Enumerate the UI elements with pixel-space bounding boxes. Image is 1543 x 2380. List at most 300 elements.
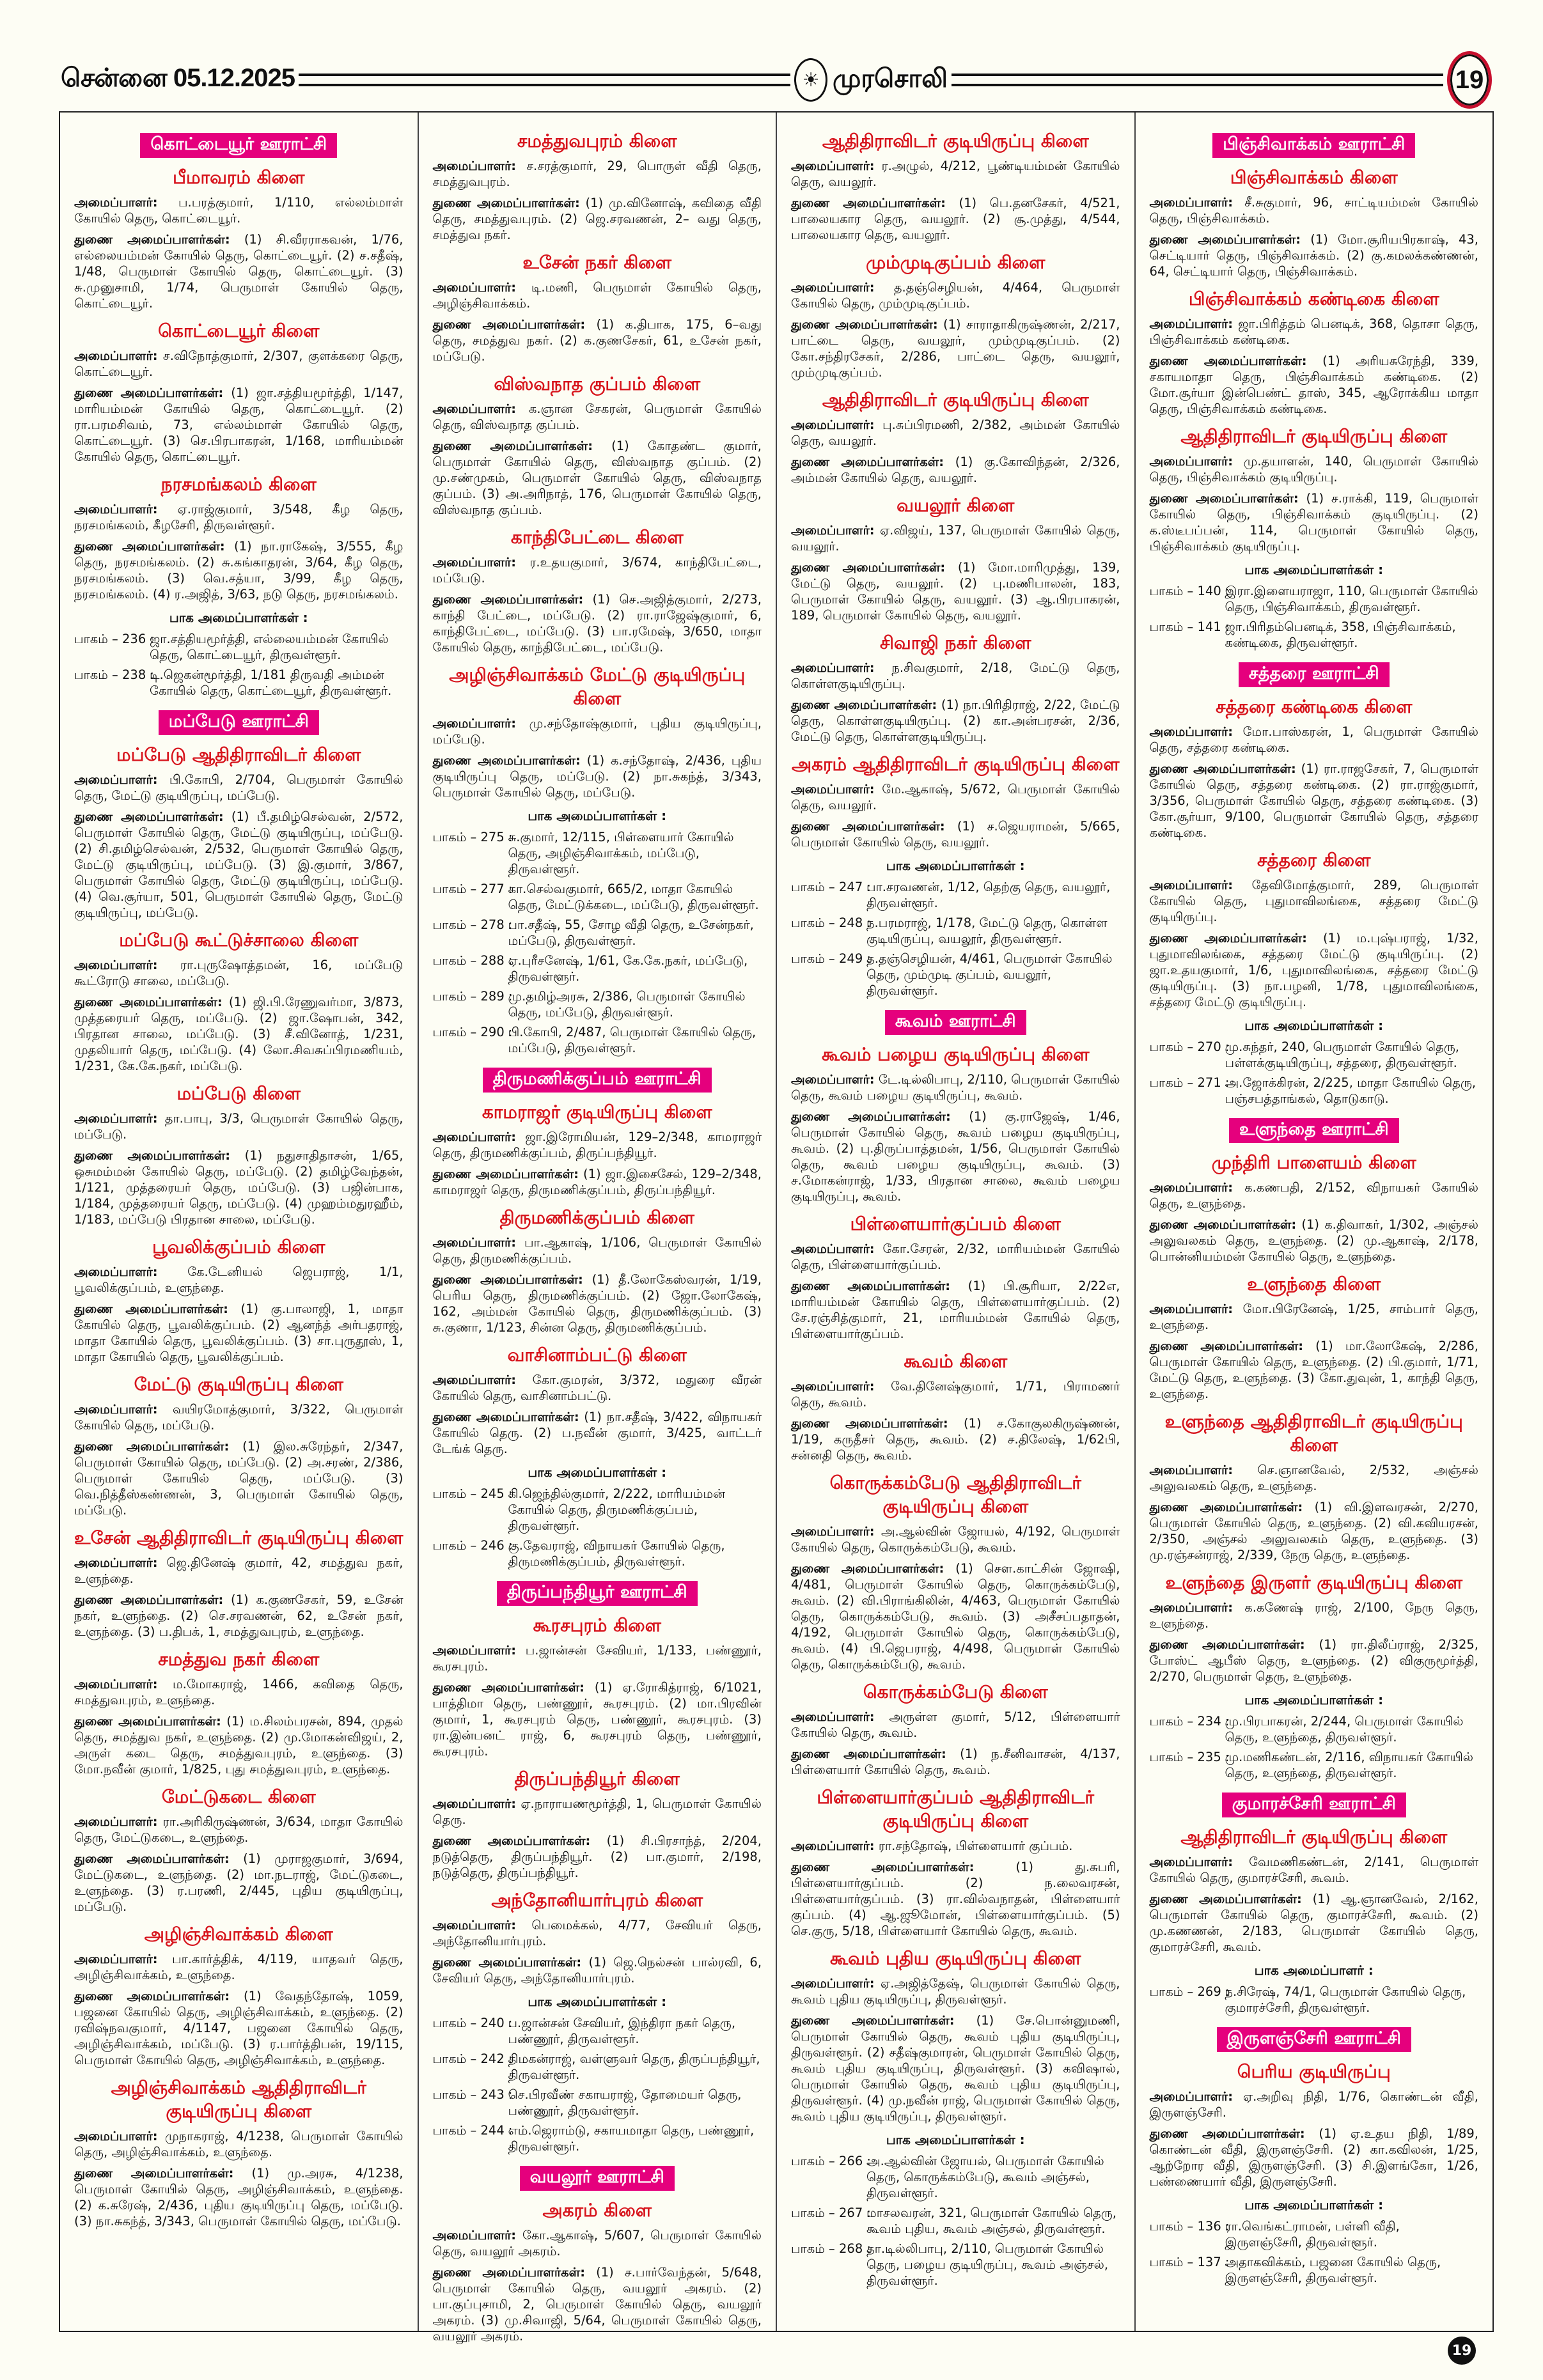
organiser-entry [74, 348, 403, 380]
entry-text: (1) மா.லோகேஷ், 2/286, பெருமாள் கோயில் தெரு, உளுந்தை. (2) பி.குமார், 1/71, மேட்டு தெரு, உளுந்தை. (3) கோ.துவுன், 1, காந்தி தெரு, உளுந்தை. [1149, 1339, 1479, 1401]
booth-organiser-row [74, 631, 403, 663]
deputy-organisers-entry [791, 1108, 1120, 1204]
entry-label: துணை அமைப்பாளர்கள்: [432, 592, 584, 607]
footer-page-number: 19 [1448, 2337, 1476, 2365]
booth-organiser-text: செ.பிரவீண் சகாயராஜ், தோமையர் தெரு, பண்ணூர், திருவள்ளூர். [508, 2087, 742, 2118]
booth-organiser-row [433, 829, 762, 877]
entry-text: முநாகராஜ், 4/1238, பெருமாள் கோயில் தெரு, அழிஞ்சிவாக்கம், உளுந்தை. [74, 2129, 403, 2159]
organiser-entry [1150, 877, 1479, 925]
branch-heading: சிவாஜி நகர் கிளை [879, 632, 1031, 653]
entry-label: அமைப்பாளர்: [1149, 1302, 1234, 1316]
entry-text: ஏ.அஜித்தேஷ், பெருமாள் கோயில் தெரு, கூவம் புதிய குடியிருப்பு, திருவள்ளூர். [791, 1976, 1120, 2007]
entry-label: துணை அமைப்பாளர்கள்: [791, 455, 944, 469]
panchayat-banner: சத்தரை ஊராட்சி [1239, 662, 1390, 687]
organiser-entry [1150, 316, 1479, 348]
deputy-organisers-entry [74, 385, 403, 465]
branch-heading: மேட்டுகடை கிளை [161, 1786, 316, 1807]
entry-label: துணை அமைப்பாளர்கள்: [791, 1561, 944, 1576]
entry-label: துணை அமைப்பாளர்கள்: [791, 2013, 955, 2028]
entry-text: (1) நா.பிரிதிராஜ், 2/22, மேட்டு தெரு, கொள்ளகுடியிருப்பு. (2) கா.அன்பரசன், 2/36, மேட்டு தெரு, கொள்ளகுடியிருப்பு. [791, 697, 1120, 744]
entry-label: அமைப்பாளர்: [432, 1130, 517, 1144]
booth-organiser-text: கி.ஜெந்தில்குமார், 2/222, மாரியம்மன் கோயில் தெரு, திருமணிக்குப்பம், திருவள்ளூர். [508, 1486, 725, 1533]
organiser-entry [1150, 194, 1479, 226]
organiser-entry [791, 522, 1120, 554]
deputy-organisers-entry [791, 2012, 1120, 2124]
deputy-organisers-entry [74, 1301, 403, 1365]
entry-label: அமைப்பாளர்: [1149, 1463, 1234, 1477]
entry-label: துணை அமைப்பாளர்கள்: [432, 1410, 579, 1424]
rising-sun-emblem-icon: ☀ [794, 58, 827, 102]
entry-text: ர.உதயகுமார், 3/674, காந்திபேட்டை, மப்பேடு. [432, 555, 762, 586]
entry-text: (1) க.திவாகர், 1/302, அஞ்சல் அலுவலகம் தெரு, உளுந்தை. (2) மு.ஆகாஷ், 2/178, பொன்னியம்மன் கோயில் தெரு, உளுந்தை. [1149, 1217, 1478, 1264]
panchayat-banner: இருளஞ்சேரி ஊராட்சி [1217, 2027, 1411, 2052]
entry-text: செ.ஞானவேல், 2/532, அஞ்சல் அலுவலகம் தெரு, உளுந்தை. [1149, 1463, 1478, 1493]
entry-label: துணை அமைப்பாளர்கள்: [791, 1746, 946, 1761]
booth-number: பாகம் – 245 : [432, 1486, 513, 1501]
organiser-entry [791, 1378, 1120, 1410]
organiser-entry [74, 1264, 403, 1296]
entry-label: அமைப்பாளர்: [791, 1241, 875, 1256]
entry-text: (1) சி.பிரசாந்த், 2/204, நடுத்தெரு, திருப்பந்தியூர். (2) பா.குமார், 2/198, நடுத்தெரு, திருப்பந்தியூர். [432, 1833, 762, 1880]
deputy-organisers-entry [791, 1415, 1120, 1463]
booth-number: பாகம் – 288 : [432, 953, 513, 968]
entry-text: (1) க.சந்தோஷ், 2/436, புதிய குடியிருப்பு தெரு, மப்பேடு. (2) நா.சுகந்த், 3/343, பெருமாள் கோயில் தெரு, மப்பேடு. [432, 753, 762, 800]
branch-heading: சத்தரை கண்டிகை கிளை [1216, 696, 1413, 717]
entry-text: தா.பாபு, 3/3, பெருமாள் கோயில் தெரு, மப்பேடு. [74, 1111, 403, 1142]
entry-label: துணை அமைப்பாளர்கள்: [1149, 1500, 1303, 1514]
deputy-organisers-entry [433, 1409, 762, 1457]
entry-label: துணை அமைப்பாளர்கள்: [1149, 1892, 1302, 1906]
organiser-entry [74, 194, 403, 226]
entry-text: (1) கு.ராஜேஷ், 1/46, பெருமாள் கோயில் தெரு, கூவம் பழைய குடியிருப்பு, கூவம். (2) பு.திருப்பாத்தமன், 1/56, பெருமாள் கோயில் தெரு, கூவம் பழைய குடியிருப்பு, கூவம். (3) ச.மோகன்ராஜ், 1/33, பிரதான சாலை, கூவம் பழைய குடியிருப்பு, கூவம். [791, 1109, 1120, 1204]
entry-text: ஏ.நாராயணமூர்த்தி, 1, பெருமாள் கோயில் தெரு. [432, 1796, 762, 1827]
organiser-entry [791, 158, 1120, 190]
column-1 [60, 113, 419, 2331]
booth-organiser-text: டி.ஜெகன்மூர்த்தி, 1/181 திருவதி அம்மன் கோயில் தெரு, கொட்டையூர், திருவள்ளூர். [150, 667, 392, 698]
branch-heading: கூரசபுரம் கிளை [533, 1615, 661, 1636]
entry-label: அமைப்பாளர்: [432, 2228, 517, 2243]
entry-label: அமைப்பாளர்: [74, 772, 158, 787]
deputy-organisers-entry [74, 809, 403, 921]
booth-number: பாகம் – 140 : [1149, 584, 1230, 598]
booth-number: பாகம் – 269 : [1149, 1984, 1230, 1999]
deputy-organisers-entry [791, 818, 1120, 850]
deputy-organisers-entry [74, 538, 403, 602]
entry-label: துணை அமைப்பாளர்கள்: [1149, 761, 1296, 776]
entry-text: ரா.சந்தோஷ், பிள்ளையார் குப்பம். [878, 1839, 1073, 1853]
entry-label: துணை அமைப்பாளர்கள்: [432, 1955, 582, 1970]
organiser-entry [74, 1110, 403, 1142]
page-number-badge: 19 [1447, 51, 1492, 109]
booth-organiser-row [1150, 1749, 1479, 1781]
organiser-entry [791, 279, 1120, 311]
entry-text: டி.மணி, பெருமாள் கோயில் தெரு, அழிஞ்சிவாக்கம். [432, 280, 762, 311]
deputy-organisers-entry [1150, 2126, 1479, 2189]
organiser-entry [74, 1676, 403, 1708]
entry-label: துணை அமைப்பாளர்கள்: [74, 1439, 230, 1454]
entry-text: (1) செள.காட்சின் ஜோஷி, 4/481, பெருமாள் கோயில் தெரு, கொருக்கம்பேடு, கூவம். (2) வி.பிராங்கிலின், 4/463, பெருமாள் கோயில் தெரு, கொருக்கம்பேடு, கூவம். (3) அசீசப்பதாதன், 4/192, பெருமாள் கோயில் தெரு, கொருக்கம்பேடு, கூவம். (4) பி.ஜெபராஜ், 4/498, பெருமாள் கோயில் தெரு, கொருக்கம்பேடு, கூவம். [791, 1561, 1120, 1672]
deputy-organisers-entry [74, 231, 403, 311]
booth-number: பாகம் – 266 : [791, 2154, 871, 2168]
organiser-entry [433, 554, 762, 586]
booth-organiser-text: தா.டில்லிபாபு, 2/110, பெருமாள் கோயில் தெரு, பழைய குடியிருப்பு, கூவம் அஞ்சல், திருவள்ளூர். [866, 2241, 1109, 2288]
entry-label: துணை அமைப்பாளர்கள்: [432, 439, 593, 453]
entry-text: (1) து.சுபரி, பிள்ளையார்குப்பம். (2) ந.லைவரசன், பிள்ளையார்குப்பம். (3) ரா.வில்வநாதன், பிள்ளையார் குப்பம். (4) ஆ.ஜூமோன், பிள்ளையார்குப்பம். (5) செ.குரு, 5/18, பிள்ளையார் கோயில் தெரு, கூவம். [791, 1860, 1120, 1938]
booth-organisers-heading: பாக அமைப்பாளர்கள் : [169, 610, 308, 625]
entry-text: பு.சுப்பிரமணி, 2/382, அம்மன் கோயில் தெரு, வயலூர். [791, 417, 1120, 448]
entry-label: துணை அமைப்பாளர்கள்: [1149, 354, 1307, 368]
organiser-entry [791, 1241, 1120, 1273]
booth-organisers-heading: பாக அமைப்பாளர்கள் : [1244, 2197, 1384, 2213]
branch-heading: ஆதிதிராவிடர் குடியிருப்பு கிளை [822, 389, 1089, 410]
deputy-organisers-entry [1150, 353, 1479, 417]
entry-text: ப.ஜான்சன் சேவியர், 1/133, பண்ணூர், கூரசபுரம். [432, 1643, 762, 1674]
entry-label: துணை அமைப்பாளர்கள்: [432, 1833, 591, 1848]
booth-organisers-heading: பாக அமைப்பாளர்கள் : [528, 1994, 667, 2009]
entry-label: அமைப்பாளர்: [74, 1555, 158, 1570]
entry-label: அமைப்பாளர்: [1149, 195, 1234, 210]
organiser-entry [1150, 1301, 1479, 1333]
booth-number: பாகம் – 277 : [432, 882, 513, 896]
deputy-organisers-entry [74, 1713, 403, 1777]
entry-text: (1) செ.அஜித்குமார், 2/273, காந்தி பேட்டை, மப்பேடு. (2) ரா.ராஜேஷ்குமார், 6, காந்திபேட்டை, மப்பேடு. (3) பா.ரமேஷ், 3/650, மாதா கோயில் தெரு, காந்திபேட்டை, மப்பேடு. [432, 592, 762, 655]
booth-number: பாகம் – 234 : [1149, 1714, 1230, 1729]
branch-heading: அழிஞ்சிவாக்கம் மேட்டு குடியிருப்பு கிளை [449, 664, 746, 709]
branch-heading: வாசினாம்பட்டு கிளை [507, 1344, 687, 1365]
booth-organiser-row [1150, 619, 1479, 651]
booth-organiser-row [433, 2122, 762, 2154]
booth-organiser-text: கு.தேவராஜ், விநாயகர் கோயில் தெரு, திருமணிக்குப்பம், திருவள்ளூர். [508, 1538, 725, 1569]
booth-organiser-row [433, 2015, 762, 2047]
booth-organiser-text: ரா.வெங்கட்ராமன், பள்ளி வீதி, இருளஞ்சேரி, திருவள்ளூர். [1225, 2219, 1400, 2250]
entry-text: ந.சிவகுமார், 2/18, மேட்டு தெரு, கொள்ளகுடியிருப்பு. [791, 660, 1120, 691]
entry-label: அமைப்பாளர்: [74, 1814, 158, 1829]
entry-text: மே.ஆகாஷ், 5/672, பெருமாள் கோயில் தெரு, வயலூர். [791, 782, 1120, 813]
entry-text: (1) வி.இளவரசன், 2/270, பெருமாள் கோயில் தெரு, உளுந்தை. (2) வி.கவியரசன், 2/350, அஞ்சல் அலுவலகம் தெரு, உளுந்தை. (3) மு.ரஞ்சன்ராஜ், 2/339, நேரு தெரு, உளுந்தை. [1149, 1500, 1478, 1562]
organiser-entry [1150, 1179, 1479, 1211]
branch-heading: மப்பேடு ஆதிதிராவிடர் கிளை [116, 744, 361, 765]
booth-organiser-text: த.தஞ்செழியன், 4/461, பெருமாள் கோயில் தெரு, மும்முடி குப்பம், வயலூர், திருவள்ளூர். [866, 951, 1113, 998]
organiser-entry [433, 715, 762, 747]
panchayat-banner: கூவம் ஊராட்சி [885, 1010, 1026, 1035]
branch-heading: ஆதிதிராவிடர் குடியிருப்பு கிளை [1180, 1826, 1448, 1847]
entry-label: துணை அமைப்பாளர்கள்: [1149, 931, 1307, 945]
booth-organiser-text: அதாகவிக்கம், பஜனை கோயில் தெரு, இருளஞ்சேரி, திருவள்ளூர். [1225, 2255, 1441, 2285]
booth-organiser-row [1150, 2254, 1479, 2286]
deputy-organisers-entry [433, 1272, 762, 1335]
booth-number: பாகம் – 289 : [432, 989, 513, 1004]
entry-text: (1) ம.புஷ்பராஜ், 1/32, புதுமாவிலங்கை, சத்தரை மேட்டு குடியிருப்பு. (2) ஜா.உதயகுமார், 1/6, புதுமாவிலங்கை, சத்தரை மேட்டு குடியிருப்பு. (3) நா.பழனி, 1/78, புதுமாவிலங்கை, சத்தரை மேட்டு குடியிருப்பு. [1149, 931, 1478, 1009]
entry-text: பி.கோபி, 2/704, பெருமாள் கோயில் தெரு, மேட்டு குடியிருப்பு, மப்பேடு. [74, 772, 403, 803]
booth-organisers-heading: பாக அமைப்பாளர்கள் : [1244, 562, 1384, 577]
booth-organiser-row [433, 1486, 762, 1534]
branch-heading: அந்தோனியார்புரம் கிளை [491, 1890, 703, 1911]
branch-heading: பிஞ்சிவாக்கம் கிளை [1230, 167, 1398, 188]
organiser-entry [1150, 724, 1479, 756]
booth-organiser-text: அ.ஆல்வின் ஜோயல், பெருமாள் கோயில் தெரு, கொருக்கம்பேடு, கூவம் அஞ்சல், திருவள்ளூர். [866, 2154, 1104, 2200]
entry-text: கோ.ஆகாஷ், 5/607, பெருமாள் கோயில் தெரு, வயலூர் அகரம். [432, 2228, 762, 2259]
deputy-organisers-entry [74, 1988, 403, 2068]
organiser-entry [791, 1975, 1120, 2007]
entry-text: ப.பரத்குமார், 1/110, எல்லம்மாள் கோயில் தெரு, கொட்டையூர். [74, 195, 403, 226]
deputy-organisers-entry [1150, 1217, 1479, 1264]
booth-number: பாகம் – 243 : [432, 2087, 513, 2102]
entry-label: அமைப்பாளர்: [74, 1677, 158, 1692]
entry-text: (1) க.திபாக, 175, 6–வது தெரு, சமத்துவ நகர். (2) க.குணசேகர், 61, உசேன் நகர், மப்பேடு. [432, 317, 762, 364]
entry-label: அமைப்பாளர்: [1149, 878, 1234, 892]
entry-label: துணை அமைப்பாளர்கள்: [791, 1860, 975, 1874]
deputy-organisers-entry [1150, 761, 1479, 841]
entry-text: (1) மோ.சூரியபிரகாஷ், 43, செட்டியார் தெரு, பிஞ்சிவாக்கம். (2) கு.கமலக்கண்ணன், 64, செட்டியார் தெரு, பிஞ்சிவாக்கம். [1149, 232, 1478, 279]
entry-label: அமைப்பாளர்: [1149, 1855, 1234, 1869]
booth-organiser-text: சு.குமார், 12/115, பிள்ளையார் கோயில் தெரு, அழிஞ்சிவாக்கம், மப்பேடு, திருவள்ளூர். [508, 830, 734, 876]
entry-label: துணை அமைப்பாளர்கள்: [791, 1416, 948, 1431]
entry-label: துணை அமைப்பாளர்கள்: [74, 1592, 224, 1607]
entry-label: அமைப்பாளர்: [791, 417, 875, 432]
branch-heading: நரசமங்கலம் கிளை [161, 474, 317, 495]
entry-label: அமைப்பாளர்: [74, 1264, 158, 1279]
organiser-entry [1150, 1854, 1479, 1886]
booth-organisers-heading: பாக அமைப்பாளர்கள் : [886, 2132, 1025, 2147]
booth-number: பாகம் – 268 : [791, 2241, 871, 2256]
entry-text: (1) தீ.லோகேஸ்வரன், 1/19, பெரிய தெரு, திருமணிக்குப்பம். (2) ஜோ.லோகேஷ், 162, அம்மன் கோயில் தெரு, திருமணிக்குப்பம். (3) சு.குணா, 1/123, சின்ன தெரு, திருமணிக்குப்பம். [432, 1272, 762, 1335]
branch-heading: கொருக்கம்பேடு கிளை [863, 1681, 1048, 1702]
entry-label: துணை அமைப்பாளர்கள்: [74, 232, 230, 247]
entry-text: சீ.சுகுமார், 96, சாட்டியம்மன் கோயில் தெரு, பிஞ்சிவாக்கம். [1149, 195, 1478, 226]
entry-label: அமைப்பாளர்: [74, 502, 158, 517]
deputy-organisers-entry [433, 591, 762, 655]
deputy-organisers-entry [433, 2264, 762, 2344]
organiser-entry [791, 1071, 1120, 1103]
organiser-entry [433, 1642, 762, 1674]
entry-label: துணை அமைப்பாளர்கள்: [74, 1989, 230, 2003]
entry-text: (1) வேதந்தோஷ், 1059, பஜனை கோயில் தெரு, அழிஞ்சிவாக்கம், உளுந்தை. (2) ரவிஷ்நவகுமார், 4/1147, பஜனை கோயில் தெரு, அழிஞ்சிவாக்கம், மப்பேடு. (3) ர.பார்த்திபன், 19/115, பெருமாள் கோயில் தெரு, அழிஞ்சிவாக்கம், உளுந்தை. [74, 1989, 403, 2067]
entry-text: (1) நா.ராகேஷ், 3/555, கீழ தெரு, நரசமங்கலம். (2) சு.கங்காதரன், 3/64, கீழ தெரு, நரசமங்கலம். (3) வெ.சத்யா, 3/99, கீழ தெரு, நரசமங்கலம். (4) ர.அஜித், 3/63, நடு தெரு, நரசமங்கலம். [74, 539, 403, 602]
deputy-organisers-entry [433, 316, 762, 364]
entry-label: துணை அமைப்பாளர்கள்: [791, 819, 945, 834]
branch-heading: ஆதிதிராவிடர் குடியிருப்பு கிளை [822, 130, 1089, 152]
entry-label: அமைப்பாளர்: [791, 1839, 875, 1853]
entry-label: துணை அமைப்பாளர்கள்: [74, 2166, 234, 2181]
entry-label: அமைப்பாளர்: [74, 2129, 158, 2143]
branch-heading: கொருக்கம்பேடு ஆதிதிராவிடர் குடியிருப்பு கிளை [829, 1472, 1081, 1517]
booth-organiser-row [791, 915, 1120, 947]
branch-heading: முந்திரி பாளையம் கிளை [1211, 1152, 1416, 1173]
entry-text: டே.டில்லிபாபு, 2/110, பெருமாள் கோயில் தெரு, கூவம் பழைய குடியிருப்பு, கூவம். [791, 1072, 1120, 1103]
deputy-organisers-entry [433, 195, 762, 243]
article-columns [59, 111, 1494, 2344]
deputy-organisers-entry [74, 994, 403, 1074]
panchayat-banner: திருப்பந்தியூர் ஊராட்சி [497, 1581, 698, 1606]
entry-label: துணை அமைப்பாளர்கள்: [74, 1148, 231, 1163]
deputy-organisers-entry [1150, 1637, 1479, 1684]
booth-number: பாகம் – 247 : [791, 880, 871, 894]
booth-number: பாகம் – 238 : [74, 667, 154, 682]
entry-label: அமைப்பாளர்: [432, 159, 517, 173]
booth-organiser-text: மு.பிரபாகரன், 2/244, பெருமாள் கோயில் தெரு, உளுந்தை, திருவள்ளூர். [1225, 1714, 1464, 1745]
entry-text: (1) ஜெ.நெல்சன் பால்ரவி, 6, சேவியர் தெரு, அந்தோனியார்புரம். [432, 1955, 762, 1986]
booth-number: பாகம் – 246 : [432, 1538, 513, 1553]
booth-organiser-text: ஜா.சத்தியமூர்த்தி, எல்லையம்மன் கோயில் தெரு, கொட்டையூர், திருவள்ளூர். [150, 632, 389, 662]
entry-label: துணை அமைப்பாளர்கள்: [432, 1680, 584, 1695]
entry-label: அமைப்பாளர்: [74, 195, 158, 210]
booth-organisers-heading: பாக அமைப்பாளர் : [1254, 1963, 1374, 1978]
booth-organiser-text: திமகன்ராஜ், வள்ளுவர் தெரு, திருப்பந்தியூர், திருவள்ளூர். [508, 2051, 760, 2082]
branch-heading: கூவம் புதிய குடியிருப்பு கிளை [829, 1948, 1081, 1969]
panchayat-banner: மப்பேடு ஊராட்சி [159, 710, 319, 735]
deputy-organisers-entry [433, 752, 762, 800]
entry-text: (1) பெ.தனசேகர், 4/521, பாலையகார தெரு, வயலூர். (2) சூ.முத்து, 4/544, பாலையகார தெரு, வயலூர். [791, 196, 1120, 242]
entry-text: (1) இல.சுரேந்தர், 2/347, பெருமாள் கோயில் தெரு, மப்பேடு. (2) அ.சரண், 2/386, பெருமாள் கோயில் தெரு, மப்பேடு. (3) வெ.நித்தீஸ்கண்ணன், 3, பெருமாள் கோயில் தெரு, மப்பேடு. [74, 1439, 403, 1518]
branch-heading: சத்தரை கிளை [1257, 850, 1371, 871]
entry-label: அமைப்பாளர்: [1149, 2089, 1234, 2104]
booth-organiser-row [1150, 1713, 1479, 1745]
branch-heading: பீமாவரம் கிளை [173, 167, 305, 188]
entry-label: துணை அமைப்பாளர்கள்: [1149, 1217, 1297, 1232]
booth-organiser-text: மு.சுந்தர், 240, பெருமாள் கோயில் தெரு, பள்ளக்குடியிருப்பு, சத்தரை, திருவள்ளூர். [1225, 1039, 1459, 1070]
panchayat-banner: பிஞ்சிவாக்கம் ஊராட்சி [1212, 133, 1415, 158]
entry-text: (1) நா.சதீஷ், 3/422, விநாயகர் கோயில் தெரு. (2) ப.நவீன் குமார், 3/425, வாட்டர் டேங்க் தெரு. [432, 1410, 762, 1456]
branch-heading: காந்திபேட்டை கிளை [510, 527, 684, 548]
booth-organiser-row [791, 951, 1120, 999]
branch-heading: சமத்துவபுரம் கிளை [517, 130, 677, 152]
entry-label: அமைப்பாளர்: [791, 782, 875, 797]
booth-organiser-text: இரா.இளையராஜா, 110, பெருமாள் கோயில் தெரு, பிஞ்சிவாக்கம், திருவள்ளூர். [1225, 584, 1478, 614]
entry-text: (1) ச.ஜெயராமன், 5/665, பெருமாள் கோயில் தெரு, வயலூர். [791, 819, 1120, 850]
entry-label: துணை அமைப்பாளர்கள்: [1149, 232, 1301, 247]
organiser-entry [433, 1129, 762, 1161]
deputy-organisers-entry [433, 1166, 762, 1198]
branch-heading: மப்பேடு கூட்டுச்சாலை கிளை [119, 929, 359, 951]
branch-heading: மும்முடிகுப்பம் கிளை [866, 252, 1046, 273]
entry-text: ஜெ.தினேஷ் குமார், 42, சமத்துவ நகர், உளுந்தை. [74, 1555, 403, 1586]
branch-heading: அழிஞ்சிவாக்கம் கிளை [144, 1924, 333, 1945]
entry-text: மு.சந்தோஷ்குமார், புதிய குடியிருப்பு, மப்பேடு. [432, 716, 762, 747]
entry-label: துணை அமைப்பாளர்கள்: [74, 809, 224, 824]
entry-text: மோ.பாஸ்கரன், 1, பெருமாள் கோயில் தெரு, சத்தரை கண்டிகை. [1149, 724, 1478, 755]
deputy-organisers-entry [1150, 1891, 1479, 1955]
branch-heading: கூவம் பழைய குடியிருப்பு கிளை [821, 1044, 1090, 1065]
entry-label: அமைப்பாளர்: [791, 280, 875, 295]
booth-number: பாகம் – 290 : [432, 1025, 513, 1039]
panchayat-banner: திருமணிக்குப்பம் ஊராட்சி [483, 1068, 712, 1093]
entry-label: அமைப்பாளர்: [432, 1796, 517, 1811]
organiser-entry [433, 279, 762, 311]
entry-text: (1) கு.கோவிந்தன், 2/326, அம்மன் கோயில் தெரு, வயலூர். [791, 455, 1120, 485]
branch-heading: பிஞ்சிவாக்கம் கண்டிகை கிளை [1188, 288, 1439, 309]
deputy-organisers-entry [433, 1679, 762, 1759]
entry-text: (1) ரா.ராஜசேகர், 7, பெருமாள் கோயில் தெரு, சத்தரை கண்டிகை. (2) ரா.ராஜ்குமார், 3/356, பெருமாள் கோயில் தெரு, சத்தரை கண்டிகை. (3) கோ.சூர்யா, 9/100, பெருமாள் கோயில் தெரு, சத்தரை கண்டிகை. [1149, 761, 1479, 840]
branch-heading: விஸ்வநாத குப்பம் கிளை [494, 373, 701, 394]
branch-heading: உளுந்தை கிளை [1247, 1273, 1381, 1295]
entry-text: (1) மு.வினோஷ், கவிதை வீதி தெரு, சமத்துவபுரம். (2) ஜெ.சரவணன், 2– வது தெரு, சமத்துவ நகர். [432, 196, 762, 242]
booth-organisers-heading: பாக அமைப்பாளர்கள் : [528, 808, 667, 823]
booth-organiser-text: மு.தமிழ்அரசு, 2/386, பெருமாள் கோயில் தெரு, மப்பேடு, திருவள்ளூர். [508, 989, 746, 1020]
entry-label: துணை அமைப்பாளர்கள்: [791, 317, 938, 332]
entry-text: (1) நதுசாதிதாசன், 1/65, ஒசுமம்மன் கோயில் தெரு, மப்பேடு. (2) தமிழ்வேந்தன், 1/121, முத்தரையர் தெரு, மப்பேடு. (3) பஜின்பாக, 1/184, முத்தரையர் தெரு, மப்பேடு. (4) முஹம்மதுரஹீம், 1/183, மப்பேடு பிரதான சாலை, மப்பேடு. [74, 1148, 403, 1227]
entry-text: (1) ஏ.ரோகித்ராஜ், 6/1021, பாத்திமா தெரு, பண்ணூர், கூரசபுரம். (2) மா.பிரவின் குமார், 1, கூரசபுரம் தெரு, பண்ணூர், கூரசபுரம். (3) ரா.இன்பனட் ராஜ், 6, கூரசபுரம் தெரு, பண்ணூர், கூரசபுரம். [432, 1680, 762, 1759]
entry-label: அமைப்பாளர்: [432, 1643, 517, 1658]
deputy-organisers-entry [1150, 1338, 1479, 1402]
entry-text: (1) ச.கோகுலகிருஷ்ணன், 1/19, கருதீசர் தெரு, கூவம். (2) ச.திலேஷ், 1/62பி, சன்னதி தெரு, கூவம். [791, 1416, 1120, 1463]
entry-label: அமைப்பாளர்: [791, 159, 875, 173]
booth-organiser-text: பி.கோபி, 2/487, பெருமாள் கோயில் தெரு, மப்பேடு, திருவள்ளூர். [508, 1025, 756, 1055]
entry-text: ஜா.இரோமியன், 129–2/348, காமராஜர் தெரு, திருமணிக்குப்பம், திருப்பந்தியூர். [432, 1130, 762, 1160]
deputy-organisers-entry [791, 697, 1120, 745]
entry-label: அமைப்பாளர்: [432, 1235, 517, 1250]
entry-text: (1) ச.ராக்கி, 119, பெருமாள் கோயில் தெரு, பிஞ்சிவாக்கம் குடியிருப்பு. (2) க.ஸ்டீபப்பன், 114, பெருமாள் கோயில் தெரு, பிஞ்சிவாக்கம் குடியிருப்பு. [1149, 491, 1479, 554]
panchayat-banner: கொட்டையூர் ஊராட்சி [140, 133, 337, 158]
booth-number: பாகம் – 249 : [791, 951, 871, 966]
deputy-organisers-entry [791, 454, 1120, 486]
entry-label: அமைப்பாளர்: [432, 716, 517, 731]
booth-number: பாகம் – 275 : [432, 830, 513, 844]
organiser-entry [1150, 453, 1479, 485]
entry-label: துணை அமைப்பாளர்கள்: [791, 697, 937, 712]
entry-text: ச.விநோத்குமார், 2/307, குளக்கரை தெரு, கொட்டையூர். [74, 348, 403, 379]
organiser-entry [1150, 1599, 1479, 1631]
booth-organiser-text: மாசலவரன், 321, பெருமாள் கோயில் தெரு, கூவம் புதிய, கூவம் அஞ்சல், திருவள்ளூர். [866, 2205, 1117, 2236]
entry-text: க.ஞான சேகரன், பெருமாள் கோயில் தெரு, விஸ்வநாத குப்பம். [432, 401, 762, 432]
booth-number: பாகம் – 271 : [1149, 1075, 1230, 1090]
booth-number: பாகம் – 248 : [791, 915, 871, 930]
booth-organiser-text: ந.பரமராஜ், 1/178, மேட்டு தெரு, கொள்ள குடியிருப்பு, வயலூர், திருவள்ளூர். [866, 915, 1108, 946]
branch-heading: பூவலிக்குப்பம் கிளை [152, 1236, 325, 1257]
deputy-organisers-entry [1150, 231, 1479, 279]
entry-text: அருள்ள குமார், 5/12, பிள்ளையார் கோயில் தெரு, கூவம். [791, 1709, 1120, 1740]
entry-text: அ.ஆல்வின் ஜோயல், 4/192, பெருமாள் கோயில் தெரு, கொருக்கம்பேடு, கூவம். [791, 1524, 1120, 1555]
organiser-entry [74, 1814, 403, 1846]
branch-heading: பிள்ளையார்குப்பம் கிளை [850, 1213, 1061, 1234]
entry-label: அமைப்பாளர்: [1149, 316, 1234, 331]
organiser-entry [791, 660, 1120, 692]
entry-label: துணை அமைப்பாளர்கள்: [1149, 491, 1299, 506]
booth-organiser-row [433, 917, 762, 949]
entry-text: (1) ஏ.உதய நிதி, 1/89, கொண்டன் வீதி, இருளஞ்சேரி. (2) கா.கவிலன், 1/25, ஆற்றோர வீதி, இருளஞ்சேரி. (3) சி.இளங்கோ, 1/26, பண்ணையார் வீதி, இருளஞ்சேரி. [1149, 2126, 1478, 2189]
booth-organiser-row [433, 881, 762, 913]
entry-label: துணை அமைப்பாளர்கள்: [432, 753, 581, 768]
entry-text: பா.கார்த்திக், 4/119, யாதவர் தெரு, அழிஞ்சிவாக்கம், உளுந்தை. [74, 1952, 403, 1982]
entry-label: துணை அமைப்பாளர்கள்: [791, 1109, 951, 1124]
entry-text: ம.மோகராஜ், 1466, கவிதை தெரு, சமத்துவபுரம், உளுந்தை. [74, 1677, 403, 1707]
entry-text: (1) ஜா.சத்தியமூர்த்தி, 1/147, மாரியம்மன் கோயில் தெரு, கொட்டையூர். (2) ரா.பரமசிவம், 73, எல்லம்மாள் கோயில் தெரு, கொட்டையூர். (3) செ.பிரபாகரன், 1/168, மாரியம்மன் கோயில் தெரு, கொட்டையூர். [74, 385, 403, 464]
organiser-entry [433, 158, 762, 190]
booth-number: பாகம் – 137 : [1149, 2255, 1230, 2269]
entry-label: அமைப்பாளர்: [791, 660, 875, 675]
entry-text: (1) கோதண்ட குமார், பெருமாள் கோயில் தெரு, விஸ்வநாத குப்பம். (2) மு.சண்முகம், பெருமாள் கோயில் தெரு, விஸ்வநாத குப்பம். (3) அ.அரிநாத், 176, பெருமாள் கோயில் தெரு, விஸ்வநாத குப்பம். [432, 439, 762, 517]
deputy-organisers-entry [74, 1438, 403, 1518]
column-4 [1136, 113, 1493, 2331]
panchayat-banner: உளுந்தை ஊராட்சி [1229, 1118, 1399, 1143]
booth-number: பாகம் – 235 : [1149, 1750, 1230, 1764]
entry-label: துணை அமைப்பாளர்கள்: [1149, 1637, 1305, 1652]
organiser-entry [433, 1796, 762, 1828]
booth-number: பாகம் – 136 : [1149, 2219, 1230, 2234]
branch-heading: உசேன் நகர் கிளை [522, 252, 672, 273]
organiser-entry [74, 1555, 403, 1587]
booth-organiser-row [791, 2153, 1120, 2201]
organiser-entry [433, 401, 762, 433]
entry-label: அமைப்பாளர்: [1149, 724, 1234, 739]
masthead-rule-right [952, 74, 1443, 86]
booth-organiser-text: ஜா.பிரிதம்பெனடிக், 358, பிஞ்சிவாக்கம், கண்டிகை, திருவள்ளூர். [1225, 619, 1456, 650]
entry-text: ரா.அரிகிருஷ்ணன், 3/634, மாதா கோயில் தெரு, மேட்டுகடை, உளுந்தை. [74, 1814, 403, 1845]
entry-text: (1) ச.பார்வேந்தன், 5/648, பெருமாள் கோயில் தெரு, வயலூர் அகரம். (2) பா.குப்புசாமி, 2, பெருமாள் கோயில் தெரு, வயலூர் அகரம். (3) மு.சிவாஜி, 5/64, பெருமாள் கோயில் தெரு, வயலூர் அகரம். [432, 2265, 762, 2344]
panchayat-banner: குமாரச்சேரி ஊராட்சி [1222, 1793, 1406, 1817]
entry-text: (1) மோ.மாரிமுத்து, 139, மேட்டு தெரு, வயலூர். (2) பு.மணிபாலன், 183, பெருமாள் கோயில் தெரு, வயலூர். (3) ஆ.பிரபாகரன், 189, பெருமாள் கோயில் தெரு, வயலூர். [791, 560, 1120, 623]
branch-heading: திருமணிக்குப்பம் கிளை [499, 1207, 694, 1228]
column-3 [777, 113, 1136, 2331]
